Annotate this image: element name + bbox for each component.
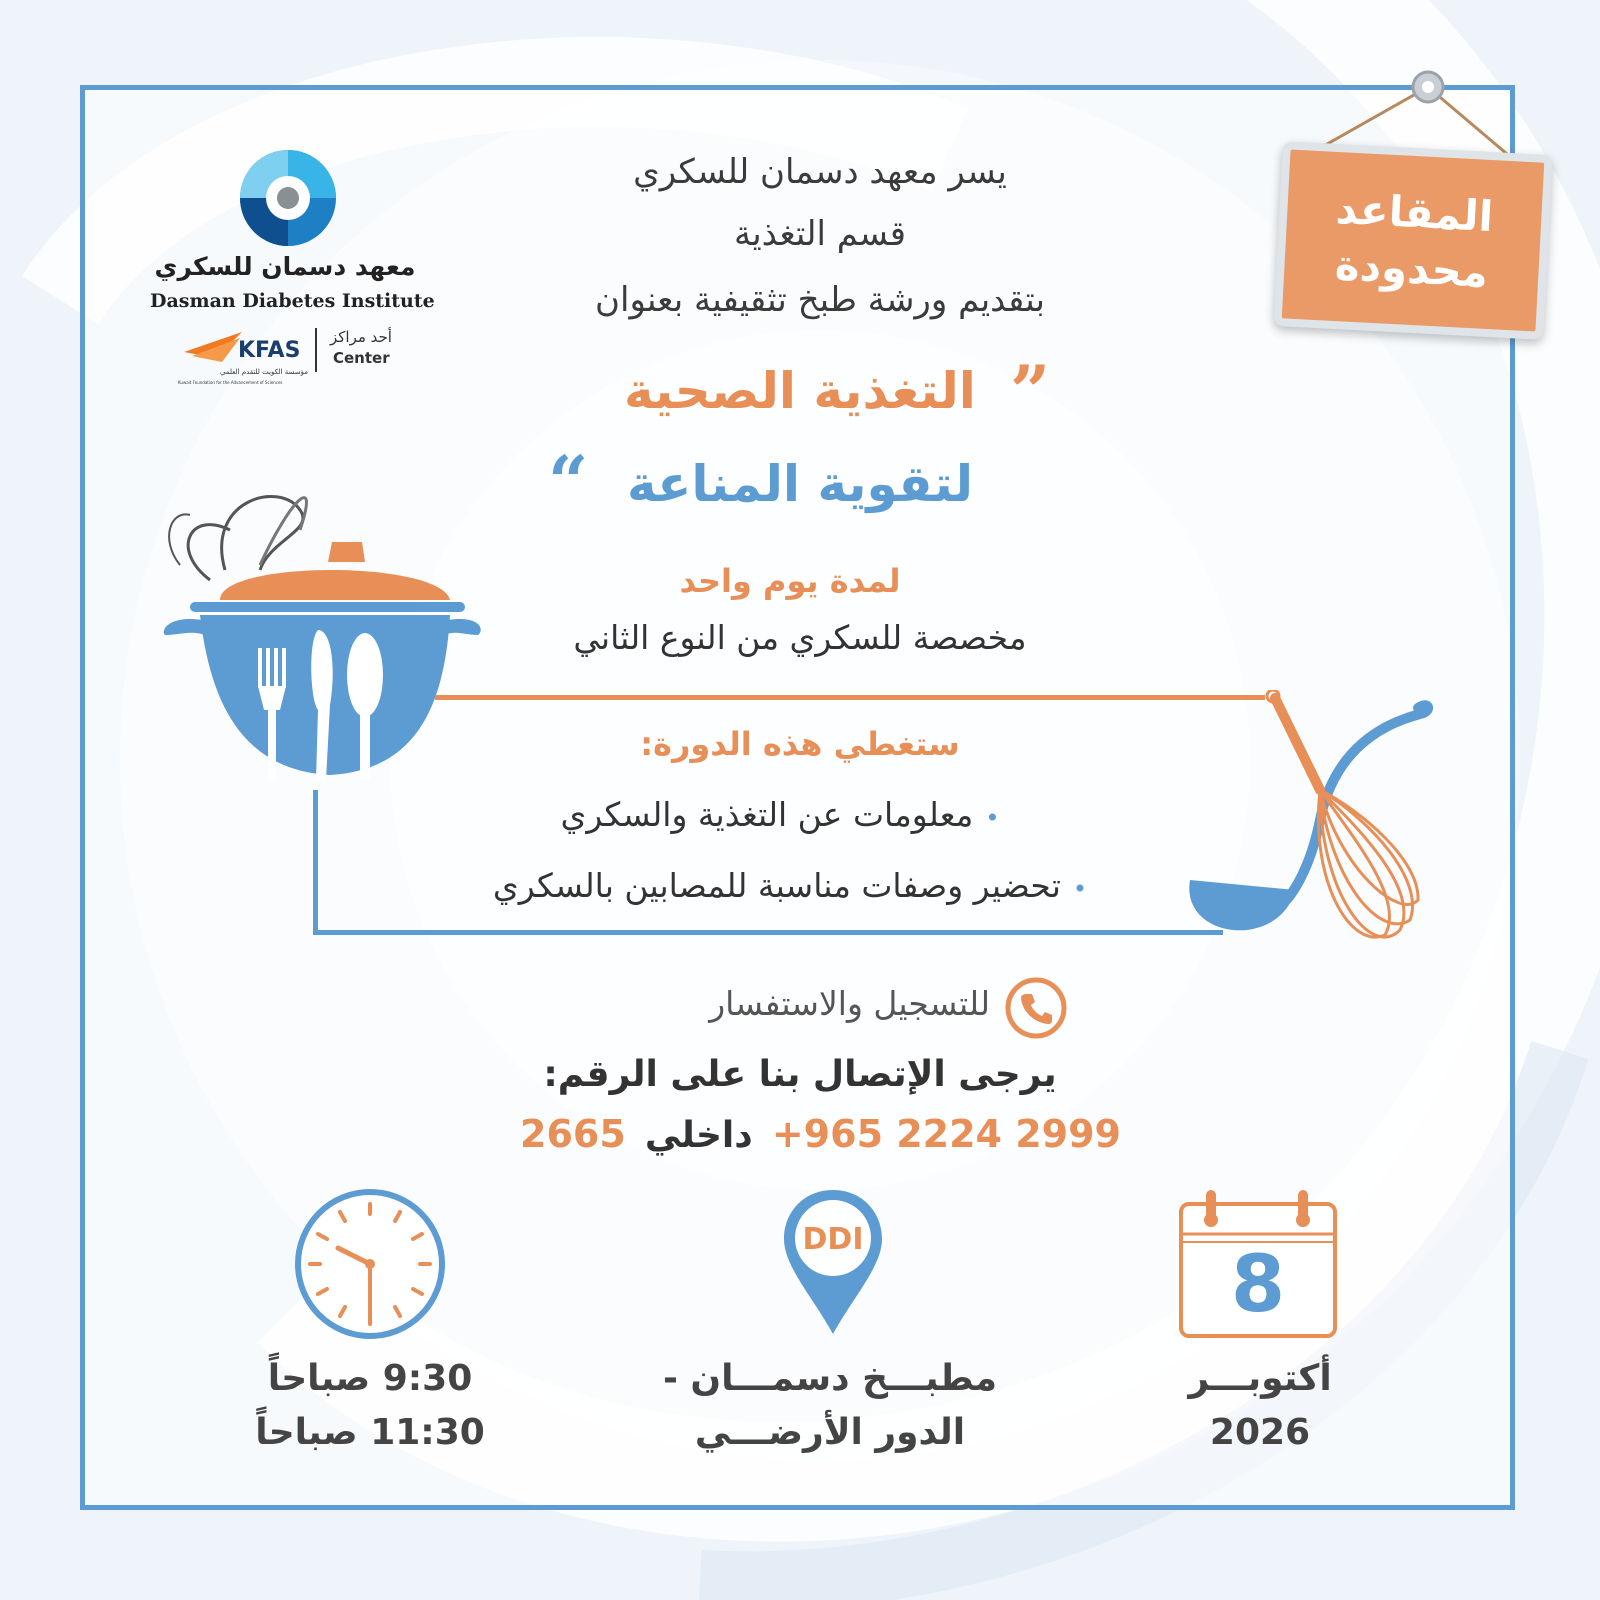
kfas-text-ar: مؤسسة الكويت للتقدم العلمي <box>219 368 308 376</box>
course-box-bottom-line <box>313 930 1223 935</box>
center-label-ar: أحد مراكز <box>330 328 392 346</box>
course-heading: ستغطي هذه الدورة: <box>640 725 960 763</box>
course-bullet-1 <box>480 795 1080 834</box>
course-bullet-1-text: معلومات عن التغذية والسكري <box>560 795 974 834</box>
calendar-day: 8 <box>1230 1240 1286 1330</box>
title-open-quote: ” <box>1010 350 1051 433</box>
extension-label: داخلي <box>644 1115 753 1156</box>
logo-divider <box>315 328 317 372</box>
audience-text: مخصصة للسكري من النوع الثاني <box>573 618 1027 657</box>
pot-icon <box>150 470 490 800</box>
whisk-icon <box>1260 690 1450 960</box>
clock-icon <box>292 1186 448 1342</box>
intro-line-1: يسر معهد دسمان للسكري <box>633 152 1007 192</box>
contact-label: للتسجيل والاستفسار <box>709 984 990 1023</box>
time-line-2: 11:30 صباحاً <box>255 1412 485 1453</box>
kfas-text: KFAS <box>238 338 301 363</box>
logo-name-en: Dasman Diabetes Institute <box>150 290 435 312</box>
dasman-logo-icon <box>238 148 338 248</box>
duration-text: لمدة يوم واحد <box>679 562 901 600</box>
intro-line-3: بتقديم ورشة طبخ تثقيفية بعنوان <box>595 280 1045 320</box>
date-month: أكتوبـــر <box>1188 1358 1332 1399</box>
center-label-en: Center <box>333 349 390 367</box>
date-year: 2026 <box>1209 1412 1311 1453</box>
kfas-text-en: Kuwait Foundation for the Advancement of Sciences <box>178 380 283 385</box>
sign-line-1: المقاعد <box>1334 183 1495 241</box>
course-bullet-2 <box>400 866 1180 905</box>
time-line-1: 9:30 صباحاً <box>267 1358 473 1399</box>
phone-number: +965 2224 2999 <box>771 1112 1121 1156</box>
intro-line-2: قسم التغذية <box>733 214 907 254</box>
course-bullet-2-text: تحضير وصفات مناسبة للمصابين بالسكري <box>492 866 1061 905</box>
logo-name-ar: معهد دسمان للسكري <box>154 252 416 281</box>
contact-prompt: يرجى الإتصال بنا على الرقم: <box>543 1054 1057 1095</box>
title-line-2: لتقوية المناعة <box>626 455 974 513</box>
course-box-left-line <box>313 790 318 935</box>
title-line-1: التغذية الصحية <box>624 362 976 420</box>
phone-icon <box>1004 976 1068 1040</box>
pin-label: DDI <box>802 1222 864 1257</box>
course-box-top-line <box>435 695 1265 700</box>
bullet-dot: • <box>1072 875 1088 903</box>
contact-number-row <box>520 1112 1121 1156</box>
sign-line-2: محدودة <box>1333 239 1490 297</box>
extension-number: 2665 <box>520 1112 626 1156</box>
location-line-1: مطبـــخ دسمـــان - <box>662 1358 998 1399</box>
location-pin-icon <box>780 1186 886 1338</box>
title-close-quote: “ <box>548 440 589 523</box>
limited-seats-sign <box>1273 141 1552 340</box>
bullet-dot: • <box>985 804 1000 832</box>
location-line-2: الدور الأرضـــي <box>694 1412 966 1453</box>
